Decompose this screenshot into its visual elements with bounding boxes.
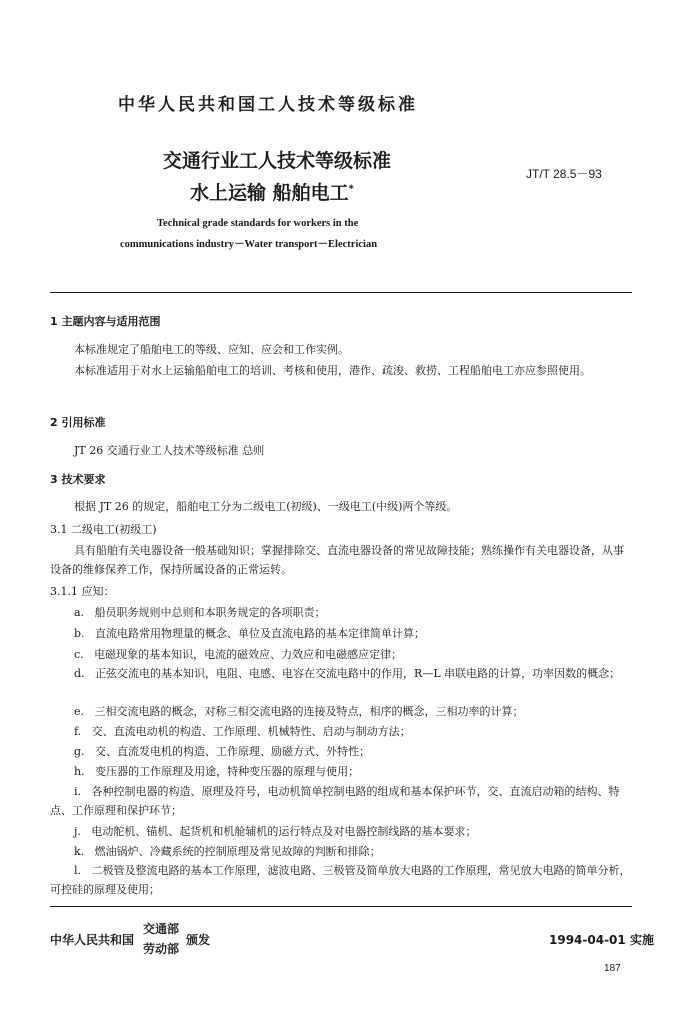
section-2-heading: 2 引用标准 <box>50 416 106 429</box>
section-1-heading: 1 主题内容与适用范围 <box>50 315 161 328</box>
item-label: g. <box>74 745 85 758</box>
list-item <box>50 645 632 664</box>
list-item <box>50 742 632 761</box>
item-label: h. <box>74 765 85 778</box>
standard-type-heading: 中华人民共和国工人技术等级标准 <box>118 95 418 115</box>
section-1-paragraph-2: 本标准适用于对水上运输船舶电工的培训、考核和使用，港作、疏浚、救捞、工程船舶电工亦应参照使用。 <box>74 364 591 377</box>
item-text: 变压器的工作原理及用途，特种变压器的原理与使用； <box>95 765 360 778</box>
item-label: d. <box>74 667 85 680</box>
title-line2-text: 水上运输 船舶电工 <box>190 182 349 204</box>
document-title-line1: 交通行业工人技术等级标准 <box>163 150 392 172</box>
item-text: 二极管及整流电路的基本工作原理，滤波电路、三极管及简单放大电路的工作原理，常见放大电路的简单分析，可控硅的原理及使用； <box>50 864 631 896</box>
item-label: c. <box>74 648 84 661</box>
item-label: b. <box>74 627 85 640</box>
item-text: 船员职务规则中总则和本职务规定的各项职责； <box>94 606 326 619</box>
item-text: 各种控制电器的构造、原理及符号，电动机简单控制电路的组成和基本保护环节，交、直流启动箱的结构、特点、工作原理和保护环节； <box>50 785 620 817</box>
document-title-line2 <box>190 178 354 205</box>
section-3-1-1-heading: 3.1.1 应知： <box>50 585 115 598</box>
item-text: 燃油锅炉、冷藏系统的控制原理及常见故障的判断和排除； <box>94 845 381 858</box>
english-title-line2: communications industry－Water transport－Electrician <box>120 239 378 250</box>
section-3-paragraph: 根据 JT 26 的规定，船舶电工分为二级电工(初级)、一级电工(中级)两个等级。 <box>74 500 458 513</box>
list-item <box>50 603 632 622</box>
list-item <box>50 624 632 643</box>
standard-code: JT/T 28.5－93 <box>526 167 602 181</box>
section-3-1-heading: 3.1 二级电工(初级工) <box>50 523 157 536</box>
implementation-date <box>549 931 654 948</box>
item-text: 直流电路常用物理量的概念、单位及直流电路的基本定律简单计算； <box>95 627 426 640</box>
item-label: l. <box>74 864 82 877</box>
section-3-heading: 3 技术要求 <box>50 473 106 486</box>
list-item <box>50 762 632 781</box>
item-label: a. <box>74 606 85 619</box>
list-item <box>50 782 632 820</box>
item-text: 正弦交流电的基本知识，电阻、电感、电容在交流电路中的作用，R—L 串联电路的计算，功率因数的概念； <box>95 667 621 680</box>
list-item <box>50 861 632 899</box>
section-3-1-paragraph: 具有船舶有关电器设备一般基础知识；掌握排除交、直流电器设备的常见故障技能；熟练操作有关电器设备，从事设备的维修保养工作，保持所属设备的正常运转。 <box>50 544 624 576</box>
title-footnote-mark: * <box>348 183 354 195</box>
item-text: 交、直流发电机的构造、工作原理、励磁方式、外特性； <box>95 745 371 758</box>
section-2-reference: JT 26 交通行业工人技术等级标准 总则 <box>74 444 265 457</box>
implementation-label: 实施 <box>629 933 654 947</box>
footer-divider <box>50 906 632 907</box>
list-item <box>50 702 632 721</box>
issuer-ministry-1: 交通部 <box>143 922 180 936</box>
item-label: k. <box>74 845 85 858</box>
list-item <box>50 822 632 841</box>
issuer-ministry-2: 劳动部 <box>143 942 180 956</box>
item-label: f. <box>74 725 82 738</box>
implementation-date-value: 1994-04-01 <box>549 933 626 947</box>
item-text: 三相交流电路的概念，对称三相交流电路的连接及特点，相序的概念，三相功率的计算； <box>94 705 524 718</box>
list-item <box>50 664 632 683</box>
list-item <box>50 842 632 861</box>
item-text: 电动舵机、锚机、起货机和机舱辅机的运行特点及对电器控制线路的基本要求； <box>91 825 477 838</box>
english-title-line1: Technical grade standards for workers in the <box>157 218 359 229</box>
issued-label: 颁发 <box>186 933 211 947</box>
list-item <box>50 722 632 741</box>
section-1-paragraph-1: 本标准规定了船舶电工的等级、应知、应会和工作实例。 <box>74 343 349 356</box>
item-text: 电磁现象的基本知识，电流的磁效应、力效应和电磁感应定律； <box>94 648 403 661</box>
page-number: 187 <box>604 963 621 974</box>
item-label: e. <box>74 705 85 718</box>
header-divider <box>50 292 632 293</box>
item-text: 交、直流电动机的构造、工作原理、机械特性、启动与制动方法； <box>91 725 411 738</box>
item-label: j. <box>74 825 81 838</box>
issuer-country: 中华人民共和国 <box>50 933 135 947</box>
item-label: i. <box>74 785 82 798</box>
